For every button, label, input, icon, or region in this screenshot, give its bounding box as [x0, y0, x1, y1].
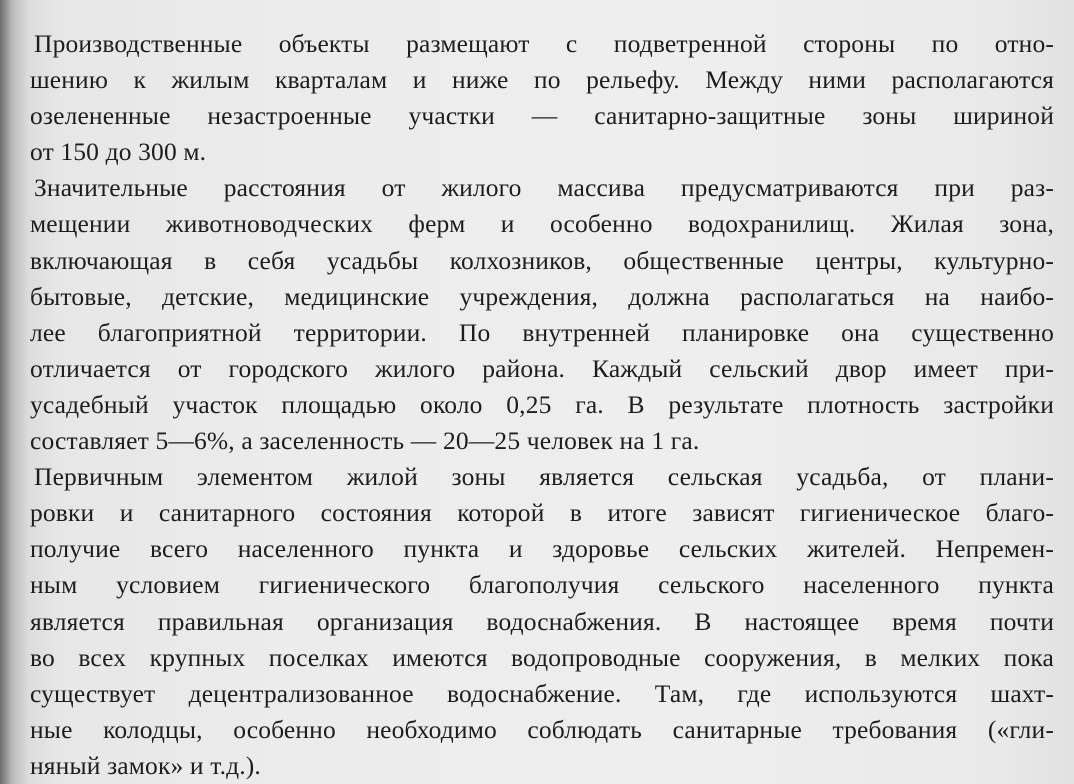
- paragraph-2: [30, 170, 1054, 459]
- text-line: усадебный участок площадью около 0,25 га. В результате плотность застройки: [30, 389, 1054, 419]
- text-line: во всех крупных поселках имеются водопроводные сооружения, в мелких пока: [30, 642, 1054, 672]
- text-line: ровки и санитарного состояния которой в итоге зависят гигиеническое благо-: [30, 498, 1054, 528]
- text-line: ным условием гигиенического благополучия сельского населенного пункта: [30, 570, 1054, 600]
- text-line: от 150 до 300 м.: [30, 137, 207, 167]
- text-line: шению к жилым кварталам и ниже по рельефу. Между ними располагаются: [30, 65, 1054, 95]
- text-line: озелененные незастроенные участки — санитарно-защитные зоны шириной: [30, 101, 1054, 131]
- text-line: составляет 5—6%, а заселенность — 20—25 человек на 1 га.: [30, 426, 700, 456]
- document-page: [30, 26, 1054, 784]
- paragraph-3: [30, 459, 1054, 784]
- text-line: отличается от городского жилого района. Каждый сельский двор имеет при-: [30, 353, 1054, 383]
- text-line: мещении животноводческих ферм и особенно водохранилищ. Жилая зона,: [30, 209, 1054, 239]
- text-line: Значительные расстояния от жилого массива предусматриваются при раз-: [34, 173, 1054, 203]
- text-line: существует децентрализованное водоснабжение. Там, где используются шахт-: [30, 678, 1054, 708]
- text-line: Первичным элементом жилой зоны является сельская усадьба, от плани-: [34, 462, 1054, 492]
- text-line: ные колодцы, особенно необходимо соблюдать санитарные требования («гли-: [30, 714, 1054, 744]
- text-line: лее благоприятной территории. По внутренней планировке она существенно: [30, 317, 1054, 347]
- text-line: Производственные объекты размещают с подветренной стороны по отно-: [34, 29, 1054, 58]
- text-line: включающая в себя усадьбы колхозников, общественные центры, культурно-: [30, 245, 1054, 275]
- text-line: няный замок» и т.д.).: [30, 750, 261, 780]
- text-line: бытовые, детские, медицинские учреждения, должна располагаться на наибо-: [30, 281, 1054, 311]
- text-line: является правильная организация водоснабжения. В настоящее время почти: [30, 606, 1054, 636]
- text-line: получие всего населенного пункта и здоровье сельских жителей. Непремен-: [30, 534, 1054, 564]
- paragraph-1: [30, 26, 1054, 170]
